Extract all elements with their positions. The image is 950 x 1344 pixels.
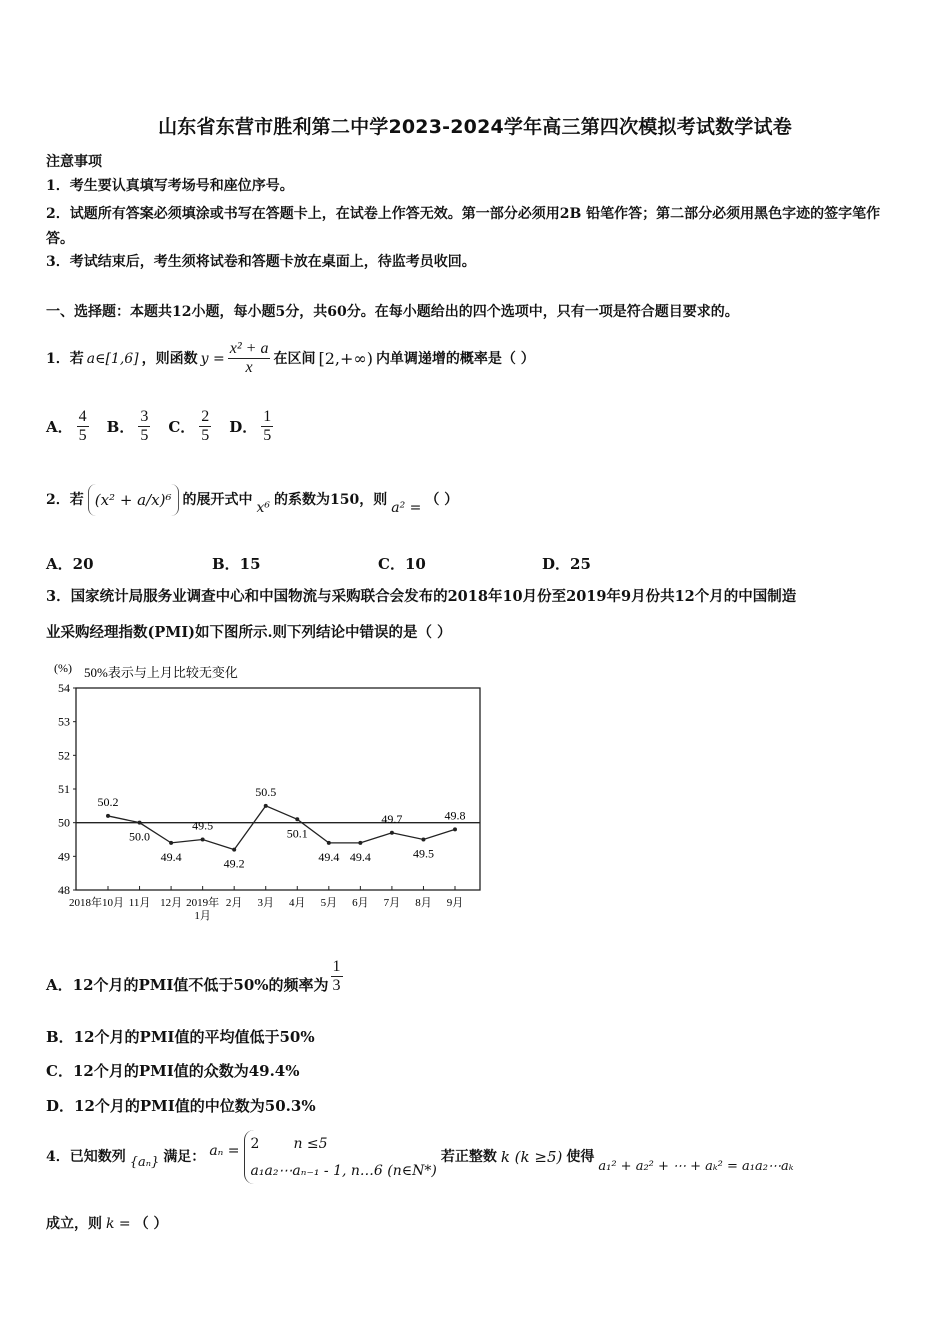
pmi-value-label: 49.4 bbox=[160, 849, 182, 864]
q2-term: x⁶ bbox=[256, 500, 271, 516]
q1-mid: ，则函数 bbox=[141, 350, 198, 367]
question-4 bbox=[46, 1130, 793, 1184]
q1-option-a-label: A． bbox=[46, 418, 73, 436]
pmi-point bbox=[390, 831, 394, 835]
chart-note: 50%表示与上月比较无变化 bbox=[84, 665, 238, 680]
pmi-point bbox=[138, 821, 142, 825]
q1-option-b-num: 3 bbox=[140, 408, 149, 425]
q4-piecewise bbox=[244, 1130, 437, 1184]
pmi-value-label: 50.1 bbox=[286, 826, 308, 841]
q1-func-lhs: y = bbox=[200, 350, 225, 367]
question-1 bbox=[46, 340, 535, 377]
q1-option-d-num: 1 bbox=[263, 408, 272, 425]
notice-item-2: 2．试题所有答案必须填涂或书写在答题卡上，在试卷上作答无效。第一部分必须用2B 铅笔作答；第二部分必须用黑色字迹的签字笔作答。 bbox=[46, 206, 881, 247]
q1-condition: a∈[1,6] bbox=[86, 350, 139, 367]
pmi-value-label: 49.2 bbox=[223, 856, 245, 871]
q1-mid2: 在区间 bbox=[273, 350, 316, 367]
pmi-point bbox=[264, 804, 268, 808]
pmi-point bbox=[201, 838, 205, 842]
q1-option-d-den: 5 bbox=[263, 427, 272, 444]
x-tick-label: 2018年10月 bbox=[69, 897, 124, 909]
q1-interval: [2,+∞) bbox=[318, 348, 373, 368]
pmi-point bbox=[358, 841, 362, 845]
x-tick-label: 2019年 bbox=[186, 897, 220, 909]
page-title: 山东省东营市胜利第二中学2023-2024学年高三第四次模拟考试数学试卷 bbox=[158, 116, 792, 138]
pmi-value-label: 50.2 bbox=[97, 794, 119, 809]
q3-option-d: D．12个月的PMI值的中位数为50.3% bbox=[46, 1097, 316, 1115]
x-tick-label: 7月 bbox=[383, 897, 401, 909]
q4-lhs: aₙ = bbox=[209, 1143, 240, 1159]
y-tick-label: 51 bbox=[58, 782, 70, 796]
q1-option-d-value bbox=[261, 408, 273, 445]
q3-option-c: C．12个月的PMI值的众数为49.4% bbox=[46, 1062, 300, 1080]
q2-option-a: A．20 bbox=[46, 555, 94, 573]
pmi-point bbox=[295, 817, 299, 821]
pmi-point bbox=[421, 838, 425, 842]
x-tick-label: 6月 bbox=[352, 897, 369, 909]
x-tick-label: 4月 bbox=[289, 897, 306, 909]
q3-option-a bbox=[46, 958, 343, 1003]
q1-option-c-value bbox=[199, 408, 211, 445]
y-tick-label: 50 bbox=[58, 815, 70, 830]
pmi-line-chart bbox=[44, 655, 504, 925]
pmi-value-label: 49.4 bbox=[318, 849, 340, 864]
q4-case-1-value: 2 bbox=[250, 1136, 260, 1152]
pmi-point bbox=[169, 841, 173, 845]
pmi-point bbox=[327, 841, 331, 845]
q2-mid2: 的系数为150，则 bbox=[274, 492, 388, 508]
section-heading: 一、选择题：本题共12小题，每小题5分，共60分。在每小题给出的四个选项中，只有一项是符合题目要求的。 bbox=[46, 304, 739, 320]
q3-line-2: 业采购经理指数(PMI)如下图所示.则下列结论中错误的是（ ） bbox=[46, 624, 452, 641]
q2-expression: (x² + a/x)⁶ bbox=[88, 484, 179, 516]
y-tick-label: 49 bbox=[58, 849, 70, 864]
q1-options bbox=[46, 408, 291, 445]
q2-prefix: 2．若 bbox=[46, 492, 84, 508]
q1-option-b-label: B． bbox=[106, 418, 135, 436]
x-tick-label: 9月 bbox=[446, 897, 464, 909]
pmi-value-label: 49.4 bbox=[349, 849, 371, 864]
q1-func-den: x bbox=[245, 359, 253, 376]
pmi-value-label: 49.5 bbox=[412, 846, 434, 861]
q3-option-a-den: 3 bbox=[332, 977, 341, 994]
q1-suffix: 内单调递增的概率是（ ） bbox=[375, 350, 535, 367]
q1-option-b-den: 5 bbox=[140, 427, 149, 444]
notice-item-1: 1．考生要认真填写考场号和座位序号。 bbox=[46, 178, 294, 194]
q1-option-c-den: 5 bbox=[201, 427, 210, 444]
q4-mid2: 若正整数 bbox=[440, 1149, 497, 1165]
q3-option-a-num: 1 bbox=[332, 958, 341, 975]
pmi-value-label: 50.0 bbox=[129, 829, 151, 844]
q1-func-num: x² + a bbox=[229, 340, 269, 357]
x-tick-label: 3月 bbox=[257, 897, 274, 909]
pmi-value-label: 50.5 bbox=[255, 784, 277, 799]
x-tick-sub-label: 1月 bbox=[194, 910, 211, 922]
q2-option-c: C．10 bbox=[378, 555, 426, 573]
q1-option-d-label: D． bbox=[229, 418, 258, 436]
x-tick-label: 8月 bbox=[415, 897, 432, 909]
q4-mid: 满足： bbox=[163, 1149, 206, 1165]
x-tick-label: 11月 bbox=[128, 897, 151, 909]
pmi-value-label: 49.5 bbox=[192, 818, 214, 833]
q4-case-2: a₁a₂⋯aₙ₋₁ - 1, n…6 (n∈N*) bbox=[250, 1163, 437, 1179]
q2-mid: 的展开式中 bbox=[182, 492, 253, 508]
q4-line-2-text: 成立，则 bbox=[46, 1216, 102, 1232]
q2-option-d: D．25 bbox=[542, 555, 591, 573]
pmi-point bbox=[232, 848, 236, 852]
q1-func-fraction bbox=[228, 340, 271, 377]
q3-option-a-fraction bbox=[331, 958, 343, 995]
y-tick-label: 52 bbox=[58, 748, 70, 763]
q4-mid3: 使得 bbox=[566, 1149, 595, 1165]
y-tick-label: 54 bbox=[58, 681, 70, 695]
q4-prefix: 4．已知数列 bbox=[46, 1149, 126, 1165]
q1-option-c-num: 2 bbox=[201, 408, 210, 425]
notice-item-3: 3．考试结束后，考生须将试卷和答题卡放在桌面上，待监考员收回。 bbox=[46, 254, 476, 270]
q2-suffix: （ ） bbox=[425, 492, 459, 508]
q1-option-c-label: C． bbox=[168, 418, 196, 436]
q4-sequence: {aₙ} bbox=[129, 1155, 160, 1170]
q4-equation: a₁² + a₂² + ⋯ + aₖ² = a₁a₂⋯aₖ bbox=[598, 1159, 794, 1174]
question-2 bbox=[46, 484, 458, 516]
q1-option-b-value bbox=[138, 408, 150, 445]
q1-option-a-value bbox=[77, 408, 89, 445]
x-tick-label: 2月 bbox=[225, 897, 243, 909]
x-tick-label: 5月 bbox=[320, 897, 338, 909]
q1-prefix: 1．若 bbox=[46, 350, 84, 367]
q4-case-1-cond: n ≤5 bbox=[293, 1136, 328, 1152]
q4-suffix: （ ） bbox=[134, 1216, 168, 1232]
q3-line-1: 3．国家统计局服务业调查中心和中国物流与采购联合会发布的2018年10月份至2019年9月份共12个月的中国制造 bbox=[46, 588, 797, 605]
chart-unit-label: (%) bbox=[54, 661, 72, 675]
y-tick-label: 53 bbox=[58, 714, 70, 729]
x-tick-label: 12月 bbox=[160, 897, 183, 909]
q2-ask: a² = bbox=[391, 500, 422, 516]
q4-k-cond: k (k ≥5) bbox=[500, 1148, 563, 1166]
q4-case-1 bbox=[251, 1130, 437, 1158]
pmi-value-label: 49.8 bbox=[444, 808, 466, 823]
q4-line-2 bbox=[46, 1214, 168, 1234]
pmi-point bbox=[453, 827, 457, 831]
q3-option-a-text: A．12个月的PMI值不低于50%的频率为 bbox=[46, 976, 329, 994]
q1-option-a-den: 5 bbox=[78, 427, 87, 444]
pmi-value-label: 49.7 bbox=[381, 811, 403, 826]
notice-heading: 注意事项 bbox=[46, 154, 102, 170]
q2-option-b: B．15 bbox=[212, 555, 261, 573]
q4-ask: k = bbox=[106, 1216, 131, 1232]
q3-option-b: B．12个月的PMI值的平均值低于50% bbox=[46, 1028, 315, 1046]
pmi-point bbox=[106, 814, 110, 818]
q1-option-a-num: 4 bbox=[78, 408, 87, 425]
y-tick-label: 48 bbox=[58, 883, 70, 897]
